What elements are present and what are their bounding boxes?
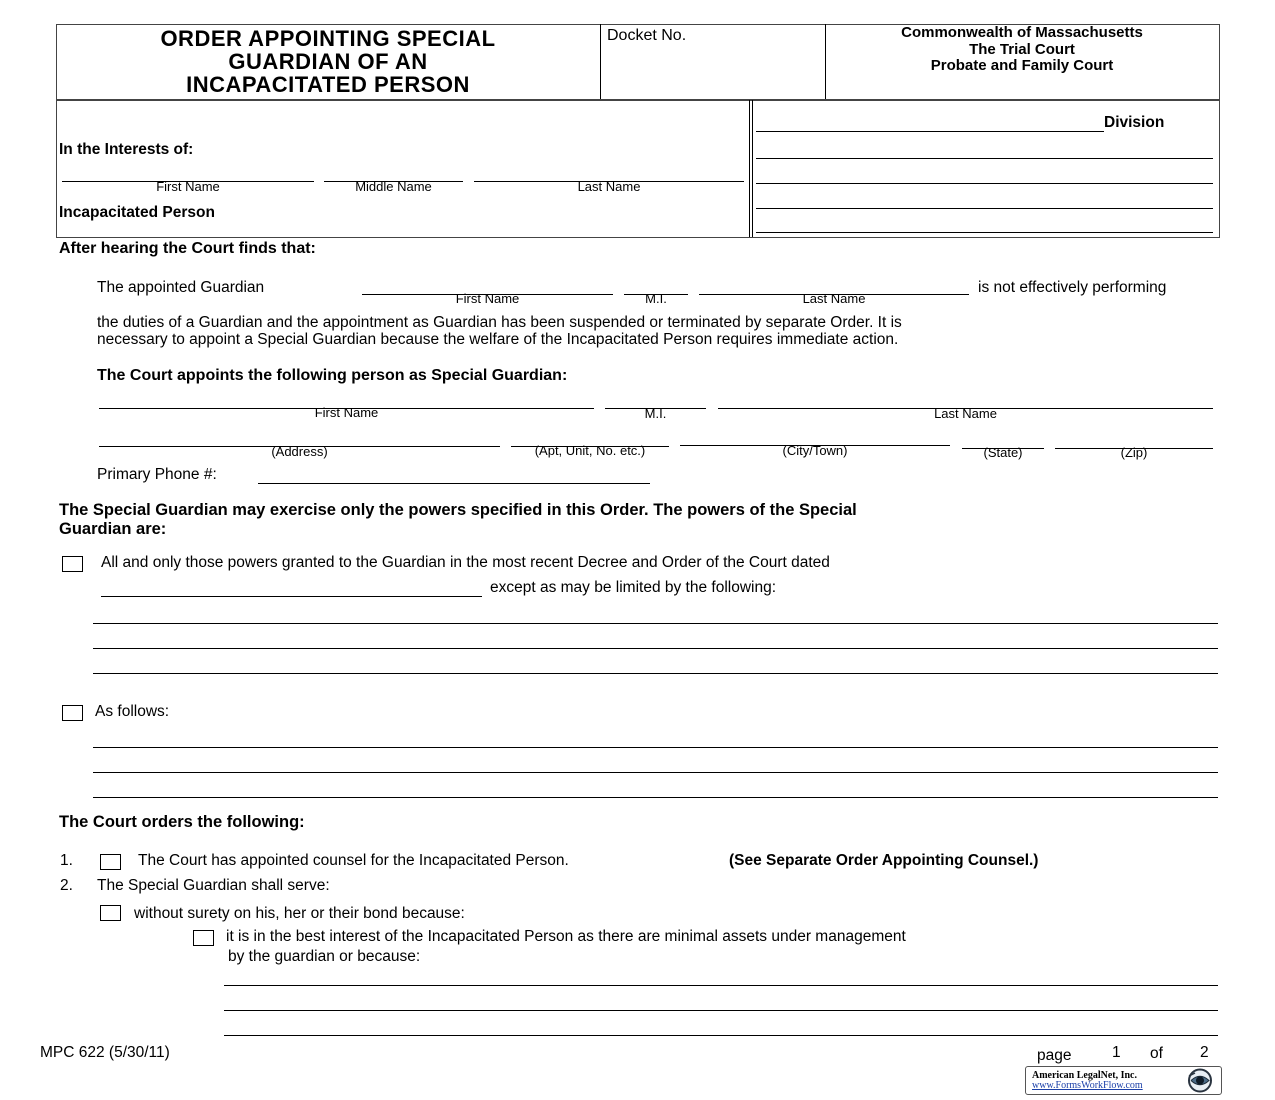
division-line-3[interactable] [756,183,1213,184]
court-probate: Probate and Family Court [930,57,1114,74]
division-line-4[interactable] [756,208,1213,209]
docket-label: Docket No. [607,27,687,44]
special-guardian-mi-caption: M.I. [644,406,667,421]
logo-company-name: American LegalNet, Inc. [1032,1070,1137,1081]
order-item2-text: The Special Guardian shall serve: [97,877,330,894]
phone-field[interactable] [258,483,650,484]
special-guardian-last-name-caption: Last Name [934,406,997,421]
order-item1-text: The Court has appointed counsel for the Incapacitated Person. [138,852,569,869]
guardian-prefix: The appointed Guardian [97,279,265,296]
zip-caption: (Zip) [1120,445,1148,460]
incapacitated-person-label: Incapacitated Person [59,204,215,221]
reason-line-2[interactable] [224,1010,1218,1011]
interests-divider-outer [749,100,750,237]
city-caption: (City/Town) [782,443,848,458]
legalnet-logo[interactable] [1025,1066,1222,1095]
best-interest-checkbox[interactable] [193,930,214,946]
as-follows-line-2[interactable] [93,772,1218,773]
guardian-last-name-caption: Last Name [802,291,866,306]
interests-divider-inner [752,100,753,237]
special-guardian-first-name-caption: First Name [314,405,379,420]
division-line-2[interactable] [756,158,1213,159]
order-item1-number: 1. [60,852,73,869]
powers-heading-line1: The Special Guardian may exercise only the powers specified in this Order. The powers of the Special [59,501,857,519]
division-label: Division [1104,114,1165,131]
powers-option1-checkbox[interactable] [62,556,83,572]
guardian-first-name-caption: First Name [455,291,520,306]
appointment-heading: The Court appoints the following person as Special Guardian: [97,367,568,384]
powers-option2-text: As follows: [95,703,170,720]
state-caption: (State) [983,445,1023,460]
interests-label: In the Interests of: [59,141,194,158]
powers-option1-suffix: except as may be limited by the following: [490,579,777,596]
division-field[interactable] [756,131,1104,132]
findings-para-line1: the duties of a Guardian and the appointment as Guardian has been suspended or terminated by separate Order. It is [97,314,902,331]
interests-last-name-caption: Last Name [577,179,641,194]
form-title-line2: GUARDIAN OF AN [228,49,428,74]
as-follows-line-3[interactable] [93,797,1218,798]
reason-line-3[interactable] [224,1035,1218,1036]
phone-label: Primary Phone #: [97,466,217,483]
court-commonwealth: Commonwealth of Massachusetts [901,24,1143,41]
form-title-line1: ORDER APPOINTING SPECIAL [160,26,496,51]
guardian-mi-caption: M.I. [645,291,667,306]
logo-website-link[interactable]: www.FormsWorkFlow.com [1032,1080,1143,1091]
surety-text: without surety on his, her or their bond because: [134,905,465,922]
limitations-line-3[interactable] [93,673,1218,674]
surety-checkbox[interactable] [100,905,121,921]
powers-option2-checkbox[interactable] [62,705,83,721]
form-id: MPC 622 (5/30/11) [40,1044,170,1061]
findings-para-line2: necessary to appoint a Special Guardian because the welfare of the Incapacitated Person requires immediate action. [97,331,899,348]
powers-heading-line2: Guardian are: [59,520,167,538]
interests-box [56,99,1220,238]
limitations-line-2[interactable] [93,648,1218,649]
form-title-line3: INCAPACITATED PERSON [186,72,470,97]
limitations-line-1[interactable] [93,623,1218,624]
order-item1-bold-note: (See Separate Order Appointing Counsel.) [729,852,1039,869]
guardian-suffix: is not effectively performing [978,279,1167,296]
findings-heading: After hearing the Court finds that: [59,240,316,257]
powers-option1-text: All and only those powers granted to the Guardian in the most recent Decree and Order of the Court dated [101,554,830,571]
best-interest-line2: by the guardian or because: [228,948,421,965]
of-label: of [1150,1045,1163,1062]
page-number: 1 [1112,1044,1121,1061]
as-follows-line-1[interactable] [93,747,1218,748]
interests-middle-name-caption: Middle Name [355,179,432,194]
court-trial: The Trial Court [969,41,1075,58]
interests-first-name-caption: First Name [156,179,220,194]
reason-line-1[interactable] [224,985,1218,986]
division-line-5[interactable] [756,232,1213,233]
page-total: 2 [1200,1044,1209,1061]
decree-date-field[interactable] [101,596,482,597]
orders-heading: The Court orders the following: [59,813,305,831]
page-label: page [1037,1047,1072,1064]
best-interest-line1: it is in the best interest of the Incapacitated Person as there are minimal assets under management [226,928,906,945]
order-item2-number: 2. [60,877,73,894]
globe-icon [1182,1068,1218,1093]
apt-caption: (Apt, Unit, No. etc.) [534,443,646,458]
order-item1-checkbox[interactable] [100,854,121,870]
header-divider-1 [600,24,601,100]
address-caption: (Address) [271,444,328,459]
